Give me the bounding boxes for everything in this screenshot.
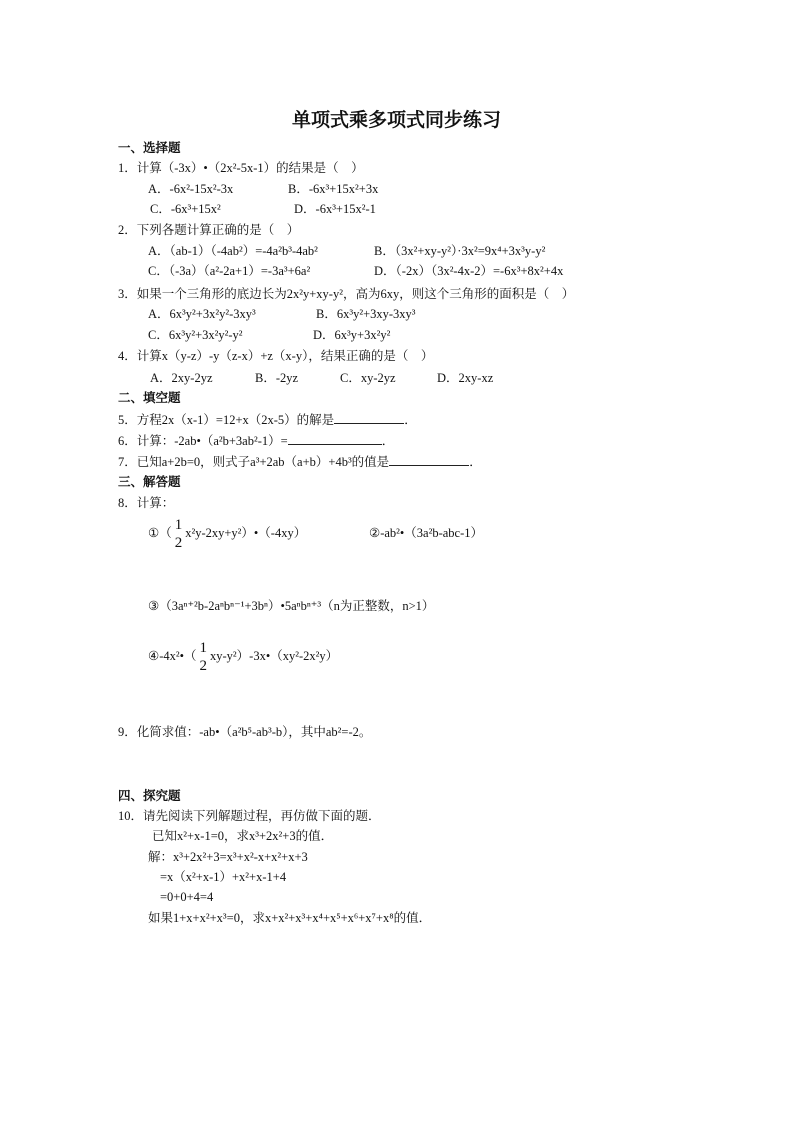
- q3-option-a: A．6x³y²+3x²y²-3xy³: [148, 307, 256, 321]
- q2-option-a: A．（ab-1）（-4ab²）=-4a²b³-4ab²: [148, 244, 318, 258]
- question-5: [118, 411, 417, 428]
- fraction-denominator: 2: [174, 535, 183, 552]
- question-8-stem: 8．计算：: [118, 496, 175, 510]
- q8-part-4-expression: xy-y²）-3x•（xy²-2x²y）: [210, 649, 339, 663]
- question-4-stem: 4．计算x（y-z）-y（z-x）+z（x-y），结果正确的是（ ）: [118, 349, 434, 363]
- q2-option-d: D．（-2x）（3x²-4x-2）=-6x³+8x²+4x: [374, 264, 564, 278]
- question-5-text: 5．方程2x（x-1）=12+x（2x-5）的解是: [118, 413, 335, 427]
- section-heading-answer: 三、解答题: [118, 474, 181, 489]
- q10-solution-line-3: =0+0+4=4: [160, 890, 214, 904]
- q8-part-4-prefix: ④-4x²•（: [148, 649, 197, 663]
- q10-solution-line-1: 解：x³+2x²+3=x³+x²-x+x²+x+3: [148, 850, 308, 864]
- q10-given: 已知x²+x-1=0，求x³+2x²+3的值．: [152, 829, 334, 843]
- fraction-one-half: [175, 516, 183, 552]
- fraction-numerator: 1: [174, 517, 183, 534]
- q8-part-1-expression: x²y-2xy+y²）•（-4xy）: [185, 526, 307, 540]
- fraction-denominator: 2: [199, 658, 207, 675]
- section-heading-choice: 一、选择题: [118, 140, 181, 155]
- q4-option-b: B．-2yz: [255, 371, 299, 385]
- answer-blank-5[interactable]: [334, 411, 404, 424]
- q8-part-1: [148, 515, 306, 552]
- q1-option-c: C．-6x³+15x²: [150, 202, 221, 216]
- question-7-end: ．: [469, 455, 482, 469]
- fraction-numerator: 1: [199, 640, 207, 657]
- answer-blank-7[interactable]: [389, 453, 469, 466]
- question-2-stem: 2．下列各题计算正确的是（ ）: [118, 223, 300, 237]
- section-heading-fill-blank: 二、填空题: [118, 390, 181, 405]
- question-1-stem: 1．计算（-3x）•（2x²-5x-1）的结果是（ ）: [118, 161, 364, 175]
- q2-option-c: C．（-3a）（a²-2a+1）=-3a³+6a²: [148, 264, 311, 278]
- q3-option-d: D．6x³y+3x²y²: [313, 328, 391, 342]
- section-heading-explore: 四、探究题: [118, 788, 181, 803]
- q4-option-a: A．2xy-2yz: [150, 371, 213, 385]
- page-title: 单项式乘多项式同步练习: [291, 109, 501, 131]
- question-6-end: ．: [381, 434, 395, 448]
- question-6: [118, 432, 394, 449]
- q4-option-c: C．xy-2yz: [340, 371, 396, 385]
- fraction-one-half: [200, 639, 208, 675]
- q10-task: 如果1+x+x²+x³=0，求x+x²+x³+x⁴+x⁵+x⁶+x⁷+x⁸的值．: [148, 911, 432, 925]
- q8-part-1-prefix: ①（: [148, 526, 172, 540]
- question-7: [118, 453, 482, 470]
- q3-option-b: B．6x³y²+3xy-3xy³: [316, 307, 416, 321]
- question-5-end: ．: [404, 413, 417, 427]
- q3-option-c: C．6x³y²+3x²y²-y²: [148, 328, 243, 342]
- question-3-stem: 3．如果一个三角形的底边长为2x²y+xy-y²，高为6xy，则这个三角形的面积是（ ）: [118, 287, 575, 301]
- q1-option-b: B．-6x³+15x²+3x: [288, 182, 379, 196]
- q8-part-4: [148, 638, 338, 675]
- question-10-stem: 10．请先阅读下列解题过程，再仿做下面的题．: [118, 809, 381, 823]
- q8-part-3: ③（3aⁿ⁺²b-2aⁿbⁿ⁻¹+3bⁿ）•5aⁿbⁿ⁺³（n为正整数，n>1）: [148, 599, 435, 613]
- q4-option-d: D．2xy-xz: [437, 371, 494, 385]
- question-6-text: 6．计算：-2ab•（a²b+3ab²-1）=: [118, 434, 288, 448]
- q1-option-d: D．-6x³+15x²-1: [294, 202, 376, 216]
- q2-option-b: B．（3x²+xy-y²）·3x²=9x⁴+3x³y-y²: [374, 244, 546, 258]
- answer-blank-6[interactable]: [288, 432, 382, 445]
- question-7-text: 7．已知a+2b=0，则式子a³+2ab（a+b）+4b³的值是: [118, 455, 390, 469]
- q1-option-a: A．-6x²-15x²-3x: [148, 182, 234, 196]
- question-9: 9．化简求值：-ab•（a²b⁵-ab³-b），其中ab²=-2。: [118, 725, 372, 739]
- q8-part-2: ②-ab²•（3a²b-abc-1）: [369, 526, 484, 540]
- q10-solution-line-2: =x（x²+x-1）+x²+x-1+4: [160, 870, 287, 884]
